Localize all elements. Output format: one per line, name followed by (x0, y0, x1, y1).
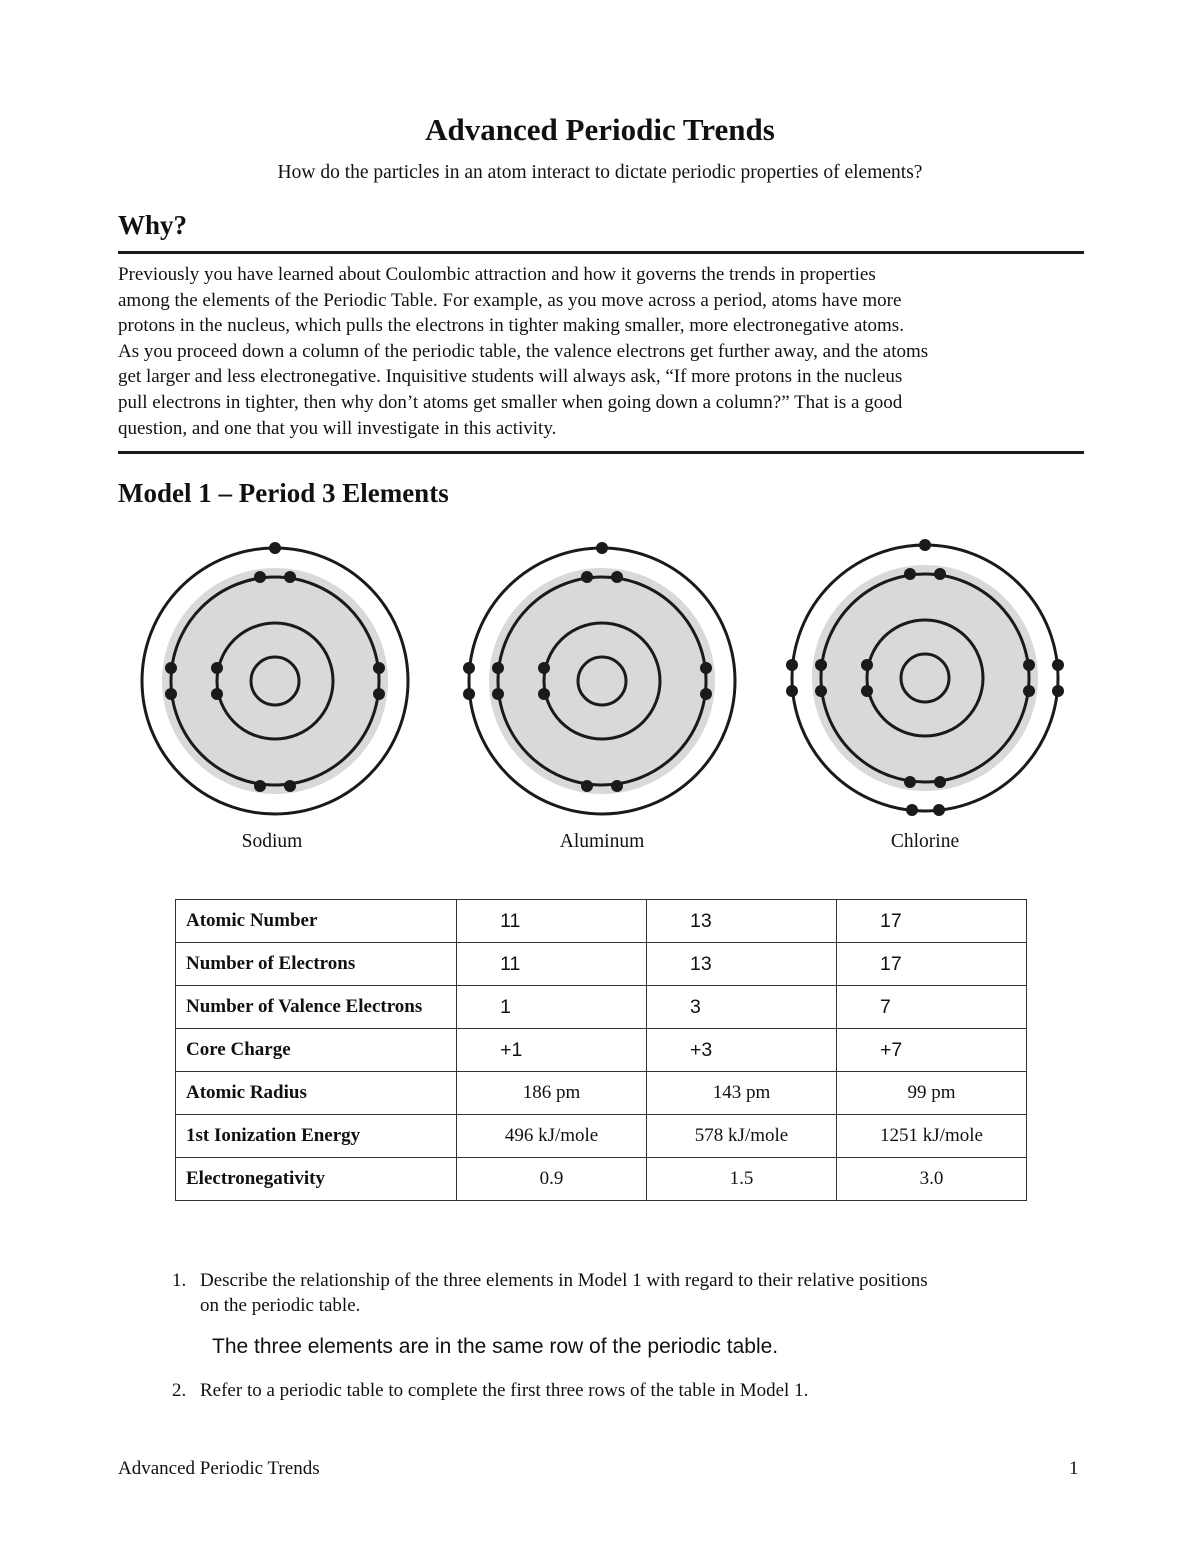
electron (861, 659, 873, 671)
electron (934, 776, 946, 788)
cell-sodium: 1 (457, 986, 647, 1029)
question-number: 1. (172, 1270, 187, 1291)
electron (538, 688, 550, 700)
divider-top (118, 251, 1084, 254)
why-line: Previously you have learned about Coulombic attraction and how it governs the trends in properties (118, 264, 876, 285)
cell-aluminum: 1.5 (647, 1158, 837, 1201)
electron (581, 780, 593, 792)
cell-sodium: 11 (457, 943, 647, 986)
table-row (176, 1029, 1027, 1072)
cell-aluminum: 143 pm (647, 1072, 837, 1115)
electron (1023, 685, 1035, 697)
cell-aluminum: 13 (647, 900, 837, 943)
core-shading (812, 565, 1038, 791)
electron (700, 688, 712, 700)
why-paragraph (118, 262, 1088, 441)
electron (373, 688, 385, 700)
cell-chlorine: 3.0 (837, 1158, 1027, 1201)
electron (904, 568, 916, 580)
question-text: Describe the relationship of the three elements in Model 1 with regard to their relative positions (200, 1270, 928, 1291)
table-row (176, 1158, 1027, 1201)
question-2 (172, 1378, 1092, 1403)
table-row (176, 900, 1027, 943)
valence-electron (919, 539, 931, 551)
cell-aluminum: 578 kJ/mole (647, 1115, 837, 1158)
cell-sodium: 11 (457, 900, 647, 943)
page-title: Advanced Periodic Trends (425, 112, 775, 147)
electron (373, 662, 385, 674)
electron (284, 571, 296, 583)
row-label: 1st Ionization Energy (176, 1115, 457, 1158)
aluminum-atom-diagram (463, 542, 735, 814)
page-subtitle: How do the particles in an atom interact to dictate periodic properties of elements? (277, 162, 923, 183)
cell-sodium: 496 kJ/mole (457, 1115, 647, 1158)
core-shading (162, 568, 388, 794)
electron (538, 662, 550, 674)
electron (611, 571, 623, 583)
why-line: pull electrons in tighter, then why don’t atoms get smaller when going down a column?” That is a good (118, 391, 903, 413)
valence-electron (596, 542, 608, 554)
valence-electron (463, 662, 475, 674)
cell-chlorine: 17 (837, 943, 1027, 986)
footer-title: Advanced Periodic Trends (118, 1458, 320, 1479)
table-row (176, 1115, 1027, 1158)
electron (700, 662, 712, 674)
electron (211, 688, 223, 700)
table-row (176, 1072, 1027, 1115)
cell-aluminum: 13 (647, 943, 837, 986)
atom-label-aluminum: Aluminum (559, 831, 645, 852)
sodium-atom-diagram (142, 542, 408, 814)
chlorine-atom-diagram (786, 539, 1064, 816)
electron (492, 662, 504, 674)
why-line: question, and one that you will investigate in this activity. (118, 417, 557, 439)
question-text: on the periodic table. (200, 1295, 361, 1316)
valence-electron (786, 659, 798, 671)
atom-label-sodium: Sodium (241, 831, 303, 852)
cell-chlorine: 1251 kJ/mole (837, 1115, 1027, 1158)
cell-sodium: +1 (457, 1029, 647, 1072)
cell-chlorine: +7 (837, 1029, 1027, 1072)
valence-electron (1052, 659, 1064, 671)
cell-chlorine: 17 (837, 900, 1027, 943)
cell-sodium: 0.9 (457, 1158, 647, 1201)
electron (815, 685, 827, 697)
table-row (176, 986, 1027, 1029)
row-label: Core Charge (176, 1029, 457, 1072)
electron (611, 780, 623, 792)
valence-electron (463, 688, 475, 700)
electron (165, 688, 177, 700)
divider-bottom (118, 451, 1084, 454)
why-line: As you proceed down a column of the periodic table, the valence electrons get further away, and the atoms (118, 340, 929, 362)
row-label: Number of Electrons (176, 943, 457, 986)
electron (861, 685, 873, 697)
atom-label-chlorine: Chlorine (890, 831, 960, 852)
cell-sodium: 186 pm (457, 1072, 647, 1115)
why-line: protons in the nucleus, which pulls the electrons in tighter making smaller, more electronegative atoms. (118, 315, 904, 337)
cell-chlorine: 7 (837, 986, 1027, 1029)
valence-electron (933, 804, 945, 816)
question-1 (172, 1268, 1092, 1318)
valence-electron (1052, 685, 1064, 697)
row-label: Electronegativity (176, 1158, 457, 1201)
electron (211, 662, 223, 674)
why-heading: Why? (118, 210, 188, 240)
question-text: Refer to a periodic table to complete the first three rows of the table in Model 1. (200, 1380, 809, 1401)
question-number: 2. (172, 1380, 187, 1401)
table-row (176, 943, 1027, 986)
row-label: Number of Valence Electrons (176, 986, 457, 1029)
electron (254, 780, 266, 792)
electron (1023, 659, 1035, 671)
electron (492, 688, 504, 700)
electron (815, 659, 827, 671)
cell-aluminum: 3 (647, 986, 837, 1029)
cell-aluminum: +3 (647, 1029, 837, 1072)
valence-electron (906, 804, 918, 816)
electron (254, 571, 266, 583)
answer-1: The three elements are in the same row of the periodic table. (212, 1335, 779, 1358)
electron (934, 568, 946, 580)
why-line: get larger and less electronegative. Inquisitive students will always ask, “If more protons in the nucleus (118, 366, 903, 388)
row-label: Atomic Number (176, 900, 457, 943)
bohr-diagrams (0, 530, 1200, 830)
electron (581, 571, 593, 583)
model-heading: Model 1 – Period 3 Elements (118, 478, 449, 508)
electron (165, 662, 177, 674)
page-number: 1 (1069, 1458, 1079, 1479)
valence-electron (269, 542, 281, 554)
electron (904, 776, 916, 788)
cell-chlorine: 99 pm (837, 1072, 1027, 1115)
core-shading (489, 568, 715, 794)
row-label: Atomic Radius (176, 1072, 457, 1115)
electron (284, 780, 296, 792)
model-data-table (175, 899, 1027, 1201)
valence-electron (786, 685, 798, 697)
why-line: among the elements of the Periodic Table. For example, as you move across a period, atoms have more (118, 289, 902, 311)
